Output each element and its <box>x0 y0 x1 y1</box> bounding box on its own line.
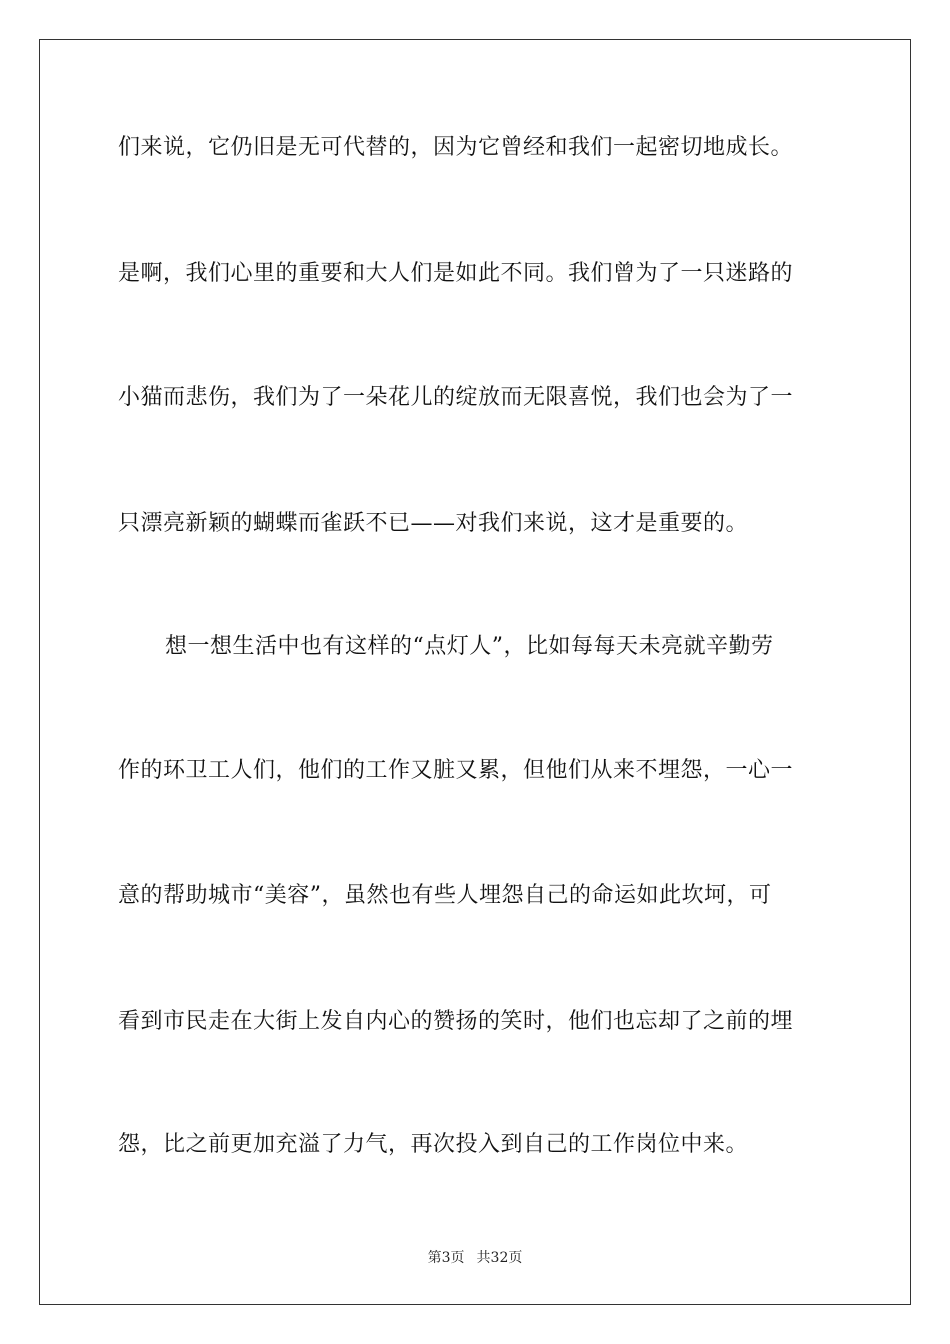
body-line-2: 是啊，我们心里的重要和大人们是如此不同。我们曾为了一只迷路的 <box>118 261 794 286</box>
page-footer <box>0 1247 950 1267</box>
body-line-8: 看到市民走在大街上发自内心的赞扬的笑时，他们也忘却了之前的埋 <box>118 1009 794 1034</box>
body-line-9: 怨，比之前更加充溢了力气，再次投入到自己的工作岗位中来。 <box>118 1132 749 1157</box>
page-number: 第3页 <box>427 1250 465 1266</box>
body-line-3: 小猫而悲伤，我们为了一朵花儿的绽放而无限喜悦，我们也会为了一 <box>118 385 794 410</box>
page-frame <box>39 39 911 1305</box>
body-line-4: 只漂亮新颖的蝴蝶而雀跃不已——对我们来说，这才是重要的。 <box>118 511 749 536</box>
page-total: 共32页 <box>476 1250 523 1266</box>
body-line-5: 想一想生活中也有这样的“点灯人”，比如每每天未亮就辛勤劳 <box>165 634 774 659</box>
body-line-7: 意的帮助城市“美容”，虽然也有些人埋怨自己的命运如此坎坷，可 <box>118 883 772 908</box>
body-line-1: 们来说，它仍旧是无可代替的，因为它曾经和我们一起密切地成长。 <box>118 135 794 160</box>
body-line-6: 作的环卫工人们，他们的工作又脏又累，但他们从来不埋怨，一心一 <box>118 758 794 783</box>
